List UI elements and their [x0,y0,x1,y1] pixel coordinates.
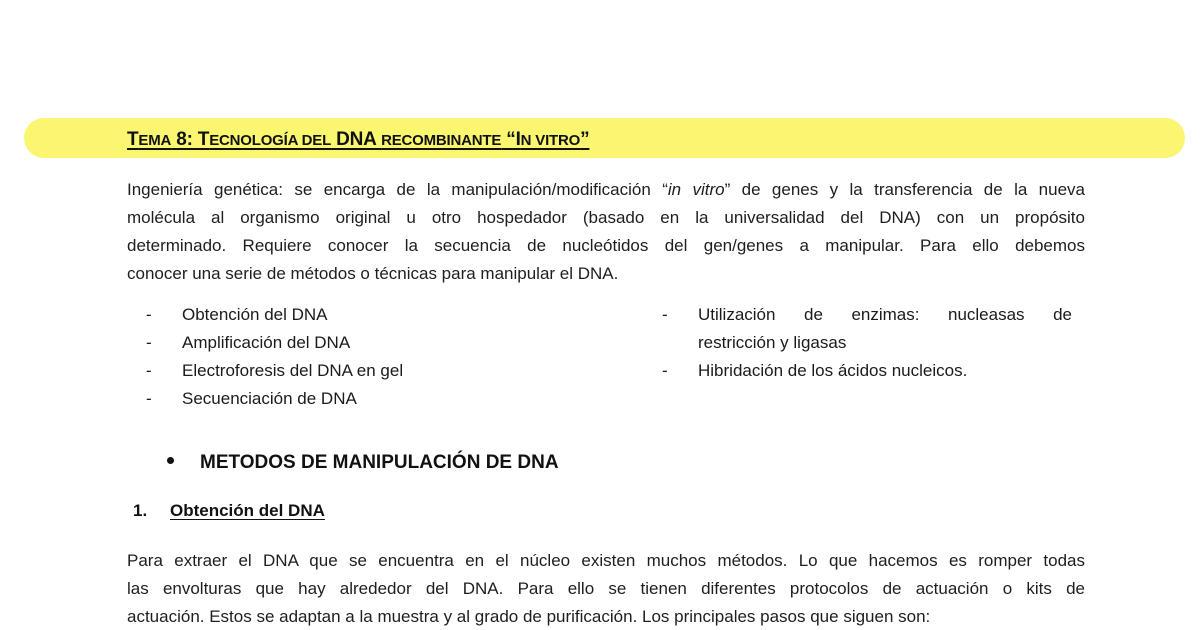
title-segment: EMA [138,132,172,149]
technique-list-right [662,301,1072,385]
numbered-heading-text: Obtención del DNA [170,501,325,520]
dash-bullet: - [146,389,152,408]
list-item-text: Hibridación de los ácidos nucleicos. [698,361,968,380]
dash-bullet: - [146,333,152,352]
body-line: actuación. Estos se adaptan a la muestra y al grado de purificación. Los principales pasos que siguen son: [127,607,931,626]
list-item-text: Amplificación del DNA [182,333,351,352]
intro-paragraph [127,176,1085,288]
list-item [146,357,566,385]
italic-term: in vitro [667,180,725,199]
title-segment: “I [501,129,521,150]
dash-bullet: - [146,305,152,324]
dash-bullet: - [146,361,152,380]
list-item [146,329,566,357]
numbered-heading-number: 1. [133,501,148,520]
list-item-text: Secuenciación de DNA [182,389,357,408]
body-line: Para extraer el DNA que se encuentra en el núcleo existen muchos métodos. Lo que hacemos es romper todas [127,551,1085,570]
bullet-dot-icon [167,457,174,464]
title-segment: ECNOLOGÍA DEL [209,132,332,149]
section-heading-text: METODOS DE MANIPULACIÓN DE DNA [200,452,559,473]
title-segment: N VITRO [520,132,581,149]
list-item [146,385,566,413]
list-item [662,357,1072,385]
list-item-text: Obtención del DNA [182,305,328,324]
list-item-text: Electroforesis del DNA en gel [182,361,404,380]
technique-list-left [146,301,566,413]
list-item [662,301,1072,357]
dash-bullet: - [662,305,668,324]
section-heading [164,452,559,474]
intro-line: molécula al organismo original u otro hospedador (basado en la universalidad del DNA) con un propósito [127,208,1085,227]
dash-bullet: - [662,361,668,380]
title-segment: 8: T [171,129,210,150]
document-title [127,129,589,151]
title-segment: DNA [331,129,382,150]
title-segment: T [127,129,139,150]
title-segment: ” [580,129,590,150]
body-line: las envolturas que hay alrededor del DNA. Para ello se tienen diferentes protocolos de actuación o kits de [127,579,1085,598]
intro-line: determinado. Requiere conocer la secuencia de nucleótidos del gen/genes a manipular. Para ello debemos [127,236,1085,255]
list-item-text: restricción y ligasas [698,333,847,352]
body-paragraph [127,547,1085,630]
numbered-heading [133,501,325,521]
list-item [146,301,566,329]
title-segment: RECOMBINANTE [381,132,502,149]
list-item-text: Utilización de enzimas: nucleasas de [698,305,1072,324]
intro-line: conocer una serie de métodos o técnicas para manipular el DNA. [127,264,619,283]
intro-line: Ingeniería genética: se encarga de la manipulación/modificación “in vitro” de genes y la transferencia de la nueva [127,180,1085,199]
